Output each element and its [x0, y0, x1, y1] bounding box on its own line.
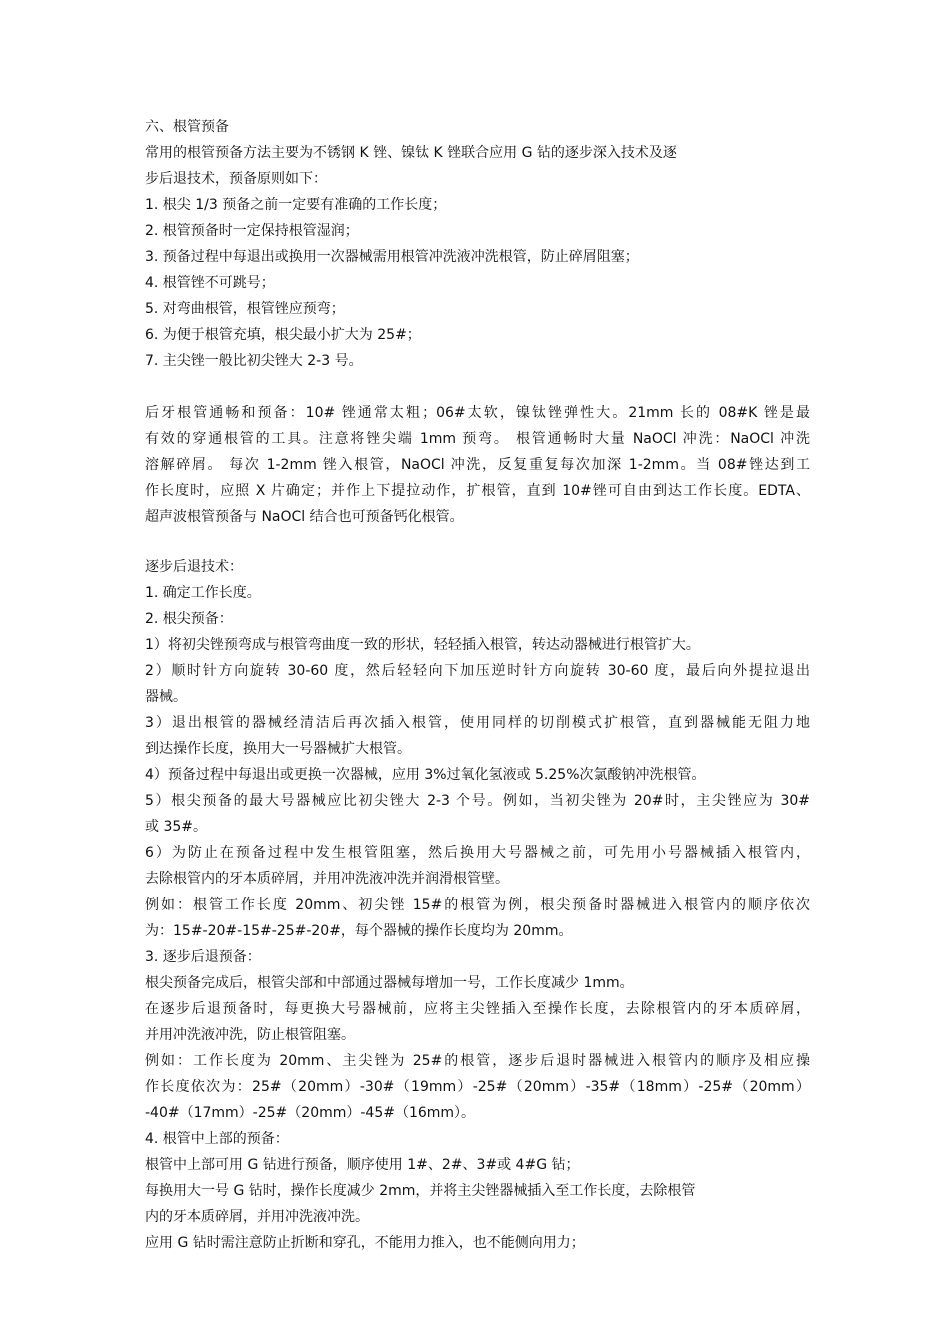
stepback-line: 3. 逐步后退预备： [145, 949, 261, 965]
stepback-line: 根尖预备完成后，根管尖部和中部通过器械每增加一号，工作长度减少 1mm。 [145, 975, 634, 991]
stepback-line: 例如：工作长度为 20mm、主尖锉为 25#的根管，逐步后退时器械进入根管内的顺序及相应操 [145, 1053, 810, 1069]
principle-item: 3. 预备过程中每退出或换用一次器械需用根管冲洗液冲洗根管，防止碎屑阻塞； [145, 249, 639, 265]
stepback-line: 器械。 [145, 689, 187, 705]
stepback-line: 作长度依次为：25#（20mm）-30#（19mm）-25#（20mm）-35#（18mm）-25#（20mm） [145, 1079, 810, 1095]
principle-item: 1. 根尖 1/3 预备之前一定要有准确的工作长度； [145, 197, 447, 213]
stepback-line: 每换用大一号 G 钻时，操作长度减少 2mm，并将主尖锉器械插入至工作长度，去除根管 [145, 1183, 696, 1199]
molar-paragraph-line: 超声波根管预备与 NaOCl 结合也可预备钙化根管。 [145, 509, 464, 525]
stepback-line: 1）将初尖锉预弯成与根管弯曲度一致的形状，轻轻插入根管，转达动器械进行根管扩大。 [145, 637, 700, 653]
section-title: 六、根管预备 [145, 119, 229, 135]
stepback-line: 根管中上部可用 G 钻进行预备，顺序使用 1#、2#、3#或 4#G 钻； [145, 1157, 580, 1173]
stepback-line: 6）为防止在预备过程中发生根管阻塞，然后换用大号器械之前，可先用小号器械插入根管内， [145, 845, 810, 861]
principle-item: 6. 为便于根管充填，根尖最小扩大为 25#； [145, 327, 421, 343]
stepback-line: 或 35#。 [145, 819, 207, 835]
stepback-line: 应用 G 钻时需注意防止折断和穿孔，不能用力推入，也不能侧向用力； [145, 1235, 585, 1251]
stepback-line: -40#（17mm）-25#（20mm）-45#（16mm）。 [145, 1105, 476, 1121]
stepback-line: 去除根管内的牙本质碎屑，并用冲洗液冲洗并润滑根管壁。 [145, 871, 509, 887]
stepback-line: 在逐步后退预备时，每更换大号器械前，应将主尖锉插入至操作长度，去除根管内的牙本质碎屑， [145, 1001, 810, 1017]
stepback-title: 逐步后退技术： [145, 559, 243, 575]
molar-paragraph-line: 有效的穿通根管的工具。注意将锉尖端 1mm 预弯。 根管通畅时大量 NaOCl 冲洗：NaOCl 冲洗 [145, 431, 810, 447]
stepback-line: 并用冲洗液冲洗，防止根管阻塞。 [145, 1027, 355, 1043]
stepback-line: 5）根尖预备的最大号器械应比初尖锉大 2-3 个号。例如，当初尖锉为 20#时，主尖锉应为 30# [145, 793, 810, 809]
principle-item: 2. 根管预备时一定保持根管湿润； [145, 223, 359, 239]
intro-line: 常用的根管预备方法主要为不锈钢 K 锉、镍钛 K 锉联合应用 G 钻的逐步深入技术及逐 [145, 145, 677, 161]
stepback-line: 为：15#-20#-15#-25#-20#，每个器械的操作长度均为 20mm。 [145, 923, 573, 939]
stepback-line: 4. 根管中上部的预备： [145, 1131, 289, 1147]
principle-item: 4. 根管锉不可跳号； [145, 275, 275, 291]
stepback-line: 3）退出根管的器械经清洁后再次插入根管，使用同样的切削模式扩根管，直到器械能无阻力地 [145, 715, 810, 731]
stepback-line: 4）预备过程中每退出或更换一次器械，应用 3%过氧化氢液或 5.25%次氯酸钠冲洗根管。 [145, 767, 706, 783]
stepback-line: 2. 根尖预备： [145, 611, 233, 627]
molar-paragraph-line: 作长度时，应照 X 片确定；并作上下提拉动作，扩根管，直到 10#锉可自由到达工作长度。EDTA、 [145, 483, 810, 499]
stepback-line: 内的牙本质碎屑，并用冲洗液冲洗。 [145, 1209, 369, 1225]
principle-item: 5. 对弯曲根管，根管锉应预弯； [145, 301, 345, 317]
stepback-line: 2）顺时针方向旋转 30-60 度，然后轻轻向下加压逆时针方向旋转 30-60 度，最后向外提拉退出 [145, 663, 810, 679]
stepback-line: 例如：根管工作长度 20mm、初尖锉 15#的根管为例，根尖预备时器械进入根管内的顺序依次 [145, 897, 810, 913]
document-page [145, 114, 810, 1256]
intro-line: 步后退技术，预备原则如下： [145, 171, 327, 187]
principle-item: 7. 主尖锉一般比初尖锉大 2-3 号。 [145, 353, 363, 369]
stepback-line: 1. 确定工作长度。 [145, 585, 261, 601]
molar-paragraph-line: 后牙根管通畅和预备：10# 锉通常太粗；06#太软，镍钛锉弹性大。21mm 长的 08#K 锉是最 [145, 405, 810, 421]
stepback-line: 到达操作长度，换用大一号器械扩大根管。 [145, 741, 411, 757]
molar-paragraph-line: 溶解碎屑。 每次 1-2mm 锉入根管，NaOCl 冲洗，反复重复每次加深 1-2mm。当 08#锉达到工 [145, 457, 810, 473]
